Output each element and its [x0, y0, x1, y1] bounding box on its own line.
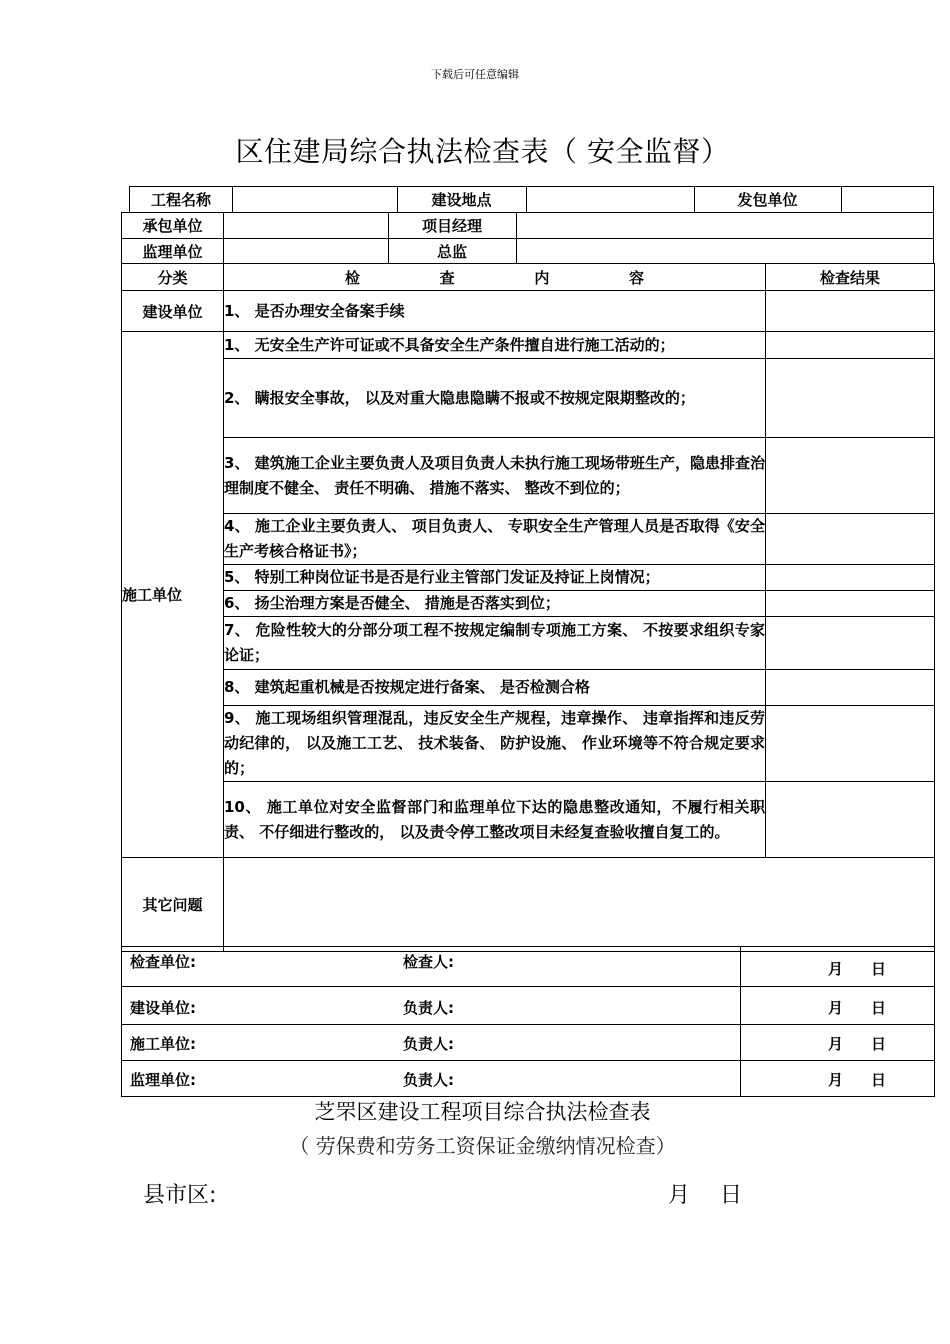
project-manager-value[interactable]	[516, 213, 933, 238]
county-date	[668, 1178, 742, 1209]
signature-unit-label: 施工单位:	[130, 1035, 196, 1053]
signature-person-label: 负责人:	[403, 1035, 454, 1053]
builder-item-8: 8、 建筑起重机械是否按规定进行备案、 是否检测合格	[224, 670, 766, 706]
result-cell[interactable]	[766, 617, 935, 670]
supervisor-unit-value[interactable]	[223, 239, 388, 263]
result-cell[interactable]	[766, 291, 935, 332]
construction-unit-label: 建设单位	[122, 291, 224, 332]
result-cell[interactable]	[766, 706, 935, 782]
month-label: 月	[827, 999, 843, 1017]
result-cell[interactable]	[766, 565, 935, 591]
signature-unit-label: 检查单位:	[130, 953, 196, 971]
signature-row	[122, 1025, 935, 1061]
result-cell[interactable]	[766, 514, 935, 565]
table-row	[122, 291, 935, 332]
category-header: 分类	[122, 264, 224, 291]
builder-item-1: 1、 无安全生产许可证或不具备安全生产条件擅自进行施工活动的；	[224, 332, 766, 359]
content-char-3: 内	[534, 268, 550, 287]
signature-left	[122, 987, 741, 1025]
other-issues-field[interactable]	[224, 858, 935, 952]
table-row	[122, 438, 935, 514]
location-label: 建设地点	[431, 191, 492, 209]
signature-date[interactable]	[741, 987, 935, 1025]
contractor-value[interactable]	[223, 213, 388, 238]
content-header	[224, 264, 766, 291]
month-label: 月	[827, 1035, 843, 1053]
result-cell[interactable]	[766, 591, 935, 617]
top-note: 下载后可任意编辑	[431, 68, 519, 81]
table-row	[122, 617, 935, 670]
signature-person-label: 负责人:	[403, 999, 454, 1017]
supervisor-unit-label: 监理单位	[142, 242, 203, 261]
result-cell[interactable]	[766, 438, 935, 514]
signature-person-label: 负责人:	[403, 1071, 454, 1089]
builder-item-10: 10、 施工单位对安全监督部门和监理单位下达的隐患整改通知，不履行相关职责、 不仔细进行整改的， 以及责令停工整改项目未经复查验收擅自复工的。	[224, 782, 766, 858]
table-row	[122, 706, 935, 782]
table-row	[122, 670, 935, 706]
builder-item-6: 6、 扬尘治理方案是否健全、 措施是否落实到位；	[224, 591, 766, 617]
signature-date[interactable]	[741, 1061, 935, 1097]
signature-table	[121, 946, 935, 1097]
county-day: 日	[720, 1183, 743, 1208]
signature-row	[122, 987, 935, 1025]
day-label: 日	[870, 1071, 886, 1089]
signature-left	[122, 1061, 741, 1097]
result-cell[interactable]	[766, 782, 935, 858]
project-name-label: 工程名称	[150, 191, 211, 209]
signature-left	[122, 1025, 741, 1061]
signature-date[interactable]	[741, 947, 935, 987]
location-value[interactable]	[526, 187, 694, 212]
month-label: 月	[827, 960, 843, 978]
column-header-row	[122, 264, 935, 291]
builder-item-3: 3、 建筑施工企业主要负责人及项目负责人未执行施工现场带班生产，隐患排查治理制度不健全、 责任不明确、 措施不落实、 整改不到位的；	[224, 438, 766, 514]
project-manager-label: 项目经理	[421, 217, 482, 235]
table-row	[122, 359, 935, 438]
builder-unit-label: 施工单位	[122, 332, 224, 858]
contractor-label: 承包单位	[142, 217, 203, 235]
chief-supervisor-value[interactable]	[516, 239, 933, 263]
day-label: 日	[870, 999, 886, 1017]
table-row	[122, 858, 935, 952]
builder-item-2: 2、 瞒报安全事故， 以及对重大隐患隐瞒不报或不按规定限期整改的；	[224, 359, 766, 438]
issuer-label: 发包单位	[737, 191, 798, 209]
table-row	[122, 782, 935, 858]
builder-item-5: 5、 特别工种岗位证书是否是行业主管部门发证及持证上岗情况；	[224, 565, 766, 591]
content-char-1: 检	[345, 268, 361, 287]
result-header: 检查结果	[766, 264, 935, 291]
result-cell[interactable]	[766, 670, 935, 706]
table-row	[122, 514, 935, 565]
signature-left	[122, 947, 741, 987]
inspection-table	[121, 263, 935, 952]
page-title: 区住建局综合执法检查表（ 安全监督）	[235, 135, 730, 168]
signature-unit-label: 监理单位:	[130, 1071, 196, 1089]
project-name-value[interactable]	[232, 187, 397, 212]
issuer-value[interactable]	[841, 187, 933, 212]
county-label: 县市区:	[143, 1183, 217, 1208]
builder-item-4: 4、 施工企业主要负责人、 项目负责人、 专职安全生产管理人员是否取得《安全生产考核合格证书》；	[224, 514, 766, 565]
builder-item-7: 7、 危险性较大的分部分项工程不按规定编制专项施工方案、 不按要求组织专家论证；	[224, 617, 766, 670]
header-row-3	[121, 238, 934, 264]
table-row	[122, 565, 935, 591]
result-cell[interactable]	[766, 332, 935, 359]
header-row-2	[121, 212, 934, 239]
sub-title-note: （ 劳保费和劳务工资保证金缴纳情况检查）	[289, 1134, 676, 1158]
sub-title: 芝罘区建设工程项目综合执法检查表	[314, 1100, 651, 1124]
construction-item-1: 1、 是否办理安全备案手续	[224, 291, 766, 332]
other-issues-label: 其它问题	[122, 858, 224, 952]
content-char-4: 容	[628, 268, 644, 287]
table-row	[122, 591, 935, 617]
chief-supervisor-label: 总监	[436, 242, 467, 261]
signature-unit-label: 建设单位:	[130, 999, 196, 1017]
signature-row	[122, 1061, 935, 1097]
header-row-1	[129, 186, 934, 213]
content-char-2: 查	[439, 268, 455, 287]
result-cell[interactable]	[766, 359, 935, 438]
signature-person-label: 检查人:	[403, 953, 454, 971]
signature-row	[122, 947, 935, 987]
day-label: 日	[870, 1035, 886, 1053]
month-label: 月	[827, 1071, 843, 1089]
table-row	[122, 332, 935, 359]
day-label: 日	[870, 960, 886, 978]
builder-item-9: 9、 施工现场组织管理混乱，违反安全生产规程，违章操作、 违章指挥和违反劳动纪律的， 以及施工工艺、 技术装备、 防护设施、 作业环境等不符合规定要求的；	[224, 706, 766, 782]
county-month: 月	[668, 1183, 691, 1208]
signature-date[interactable]	[741, 1025, 935, 1061]
